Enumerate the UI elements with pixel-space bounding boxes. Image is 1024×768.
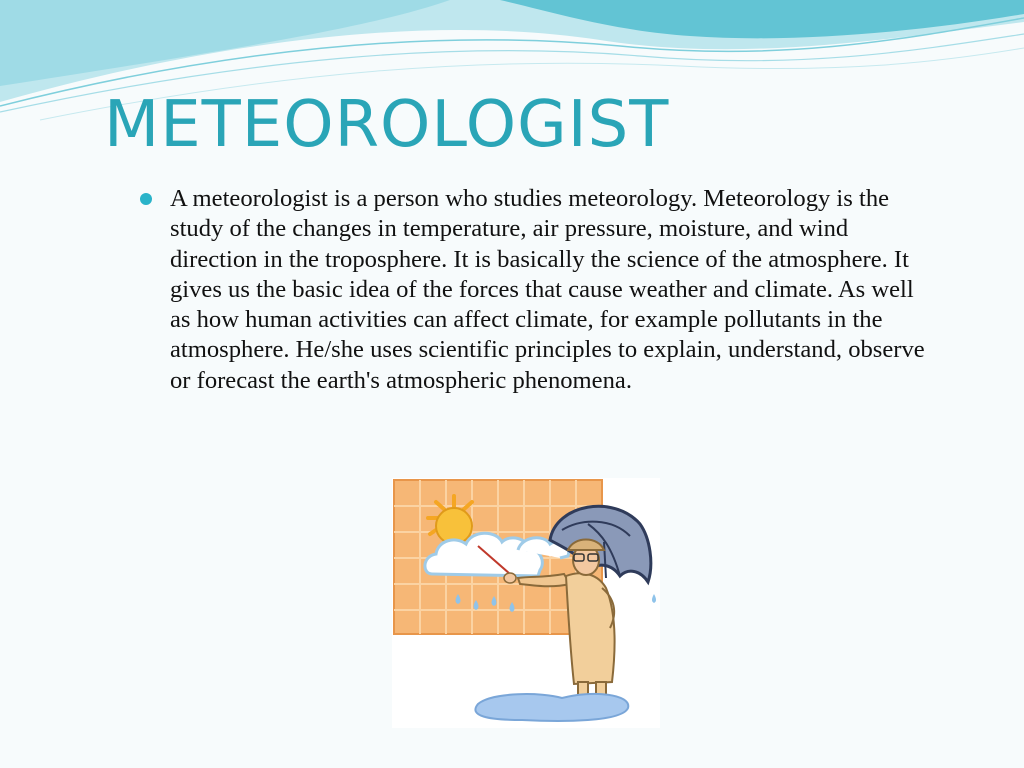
meteorologist-clipart [392,478,660,728]
bullet-text: A meteorologist is a person who studies meteorology. Meteorology is the study of the changes in temperature, air pressure, moisture, and wind direction in the troposphere. It is basically the science of the atmosphere. It gives us the basic idea of the forces that cause weather and climate. As well as how human activities can affect climate, for example pollutants in the atmosphere. He/she uses scientific principles to explain, understand, observe or forecast the earth's atmospheric phenomena. [170,185,925,394]
puddle-icon [475,694,628,721]
bullet-dot-icon [140,193,152,205]
slide-title: METEOROLOGIST [104,88,670,162]
bullet-list [138,184,938,396]
bullet-item [138,184,938,396]
